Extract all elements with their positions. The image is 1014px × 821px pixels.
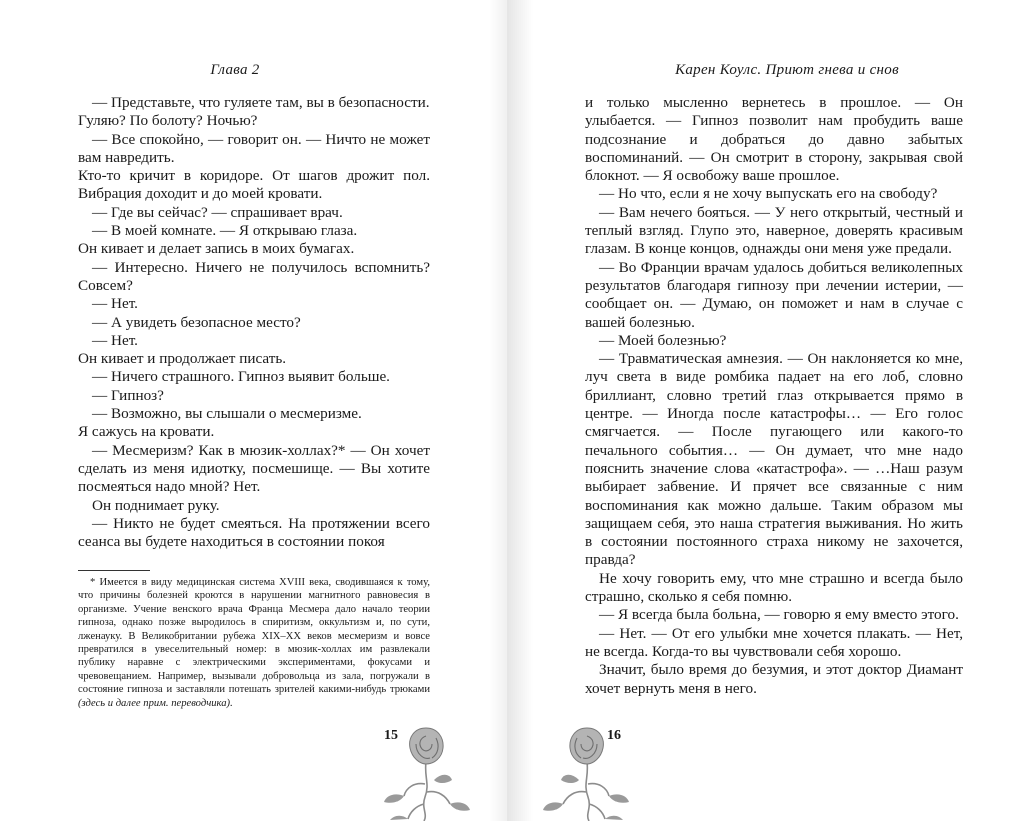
paragraph: — Все спокойно, — говорит он. — Ничто не может вам навредить. — [78, 130, 430, 166]
paragraph: — Но что, если я не хочу выпускать его на свободу? — [599, 185, 938, 203]
paragraph: — Гипноз? — [92, 386, 164, 404]
paragraph: — А увидеть безопасное место? — [92, 313, 301, 331]
paragraph: — Нет. — От его улыбки мне хочется плакать. — Нет, не всегда. Когда-то вы чувствовали себя хорошо. — [585, 624, 963, 660]
footnote-note: (здесь и далее прим. переводчика). — [78, 697, 233, 709]
paragraph: Он кивает и делает запись в моих бумагах. — [78, 240, 355, 258]
gutter-shadow — [507, 0, 533, 821]
paragraph: — Возможно, вы слышали о месмеризме. — [92, 405, 362, 423]
paragraph: Значит, было время до безумия, и этот доктор Диамант хочет вернуть меня в него. — [585, 661, 963, 697]
body-text — [585, 94, 963, 698]
paragraph: — Я всегда была больна, — говорю я ему вместо этого. — [599, 606, 959, 624]
paragraph: — Нет. — [92, 331, 138, 349]
page-number: 15 — [384, 728, 398, 743]
paragraph: Он кивает и продолжает писать. — [78, 350, 287, 368]
paragraph: — Во Франции врачам удалось добиться великолепных результатов благодаря гипнозу при лечении истерии, — сообщает он. — Думаю, он поможет и нам в случае с вашей болезнью. — [585, 258, 963, 331]
right-page — [507, 0, 1014, 821]
paragraph: Не хочу говорить ему, что мне страшно и всегда было страшно, сколько я себя помню. — [585, 569, 963, 606]
paragraph: Кто-то кричит в коридоре. От шагов дрожит пол. Вибрация доходит и до моей кровати. — [78, 167, 430, 203]
paragraph: Я сажусь на кровати. — [78, 423, 215, 441]
paragraph: Гуляю? По болоту? Ночью? — [78, 112, 258, 130]
paragraph: — В моей комнате. — Я открываю глаза. — [92, 222, 358, 240]
running-head: Карен Коулс. Приют гнева и снов — [675, 62, 899, 78]
paragraph: — Представьте, что гуляете там, вы в безопасности. — [92, 94, 430, 111]
paragraph: — Ничего страшного. Гипноз выявит больше. — [92, 368, 390, 386]
paragraph: Он поднимает руку. — [92, 496, 220, 514]
paragraph: — Интересно. Ничего не получилось вспомнить? Совсем? — [78, 258, 430, 294]
footnote — [78, 576, 430, 710]
paragraph: и только мысленно вернетесь в прошлое. — Он улыбается. — Гипноз позволит нам пробудить ваше подсознание и добраться до давно забытых воспоминаний. — Он смотрит в сторону, закрывая свой блокнот. — Я освобожу ваше прошлое. — [585, 94, 963, 185]
paragraph: — Травматическая амнезия. — Он наклоняется ко мне, луч света в виде ромбика падает на его лоб, словно бриллиант, словно третий глаз открывается прямо в центре. — Иногда после катастрофы… — Его голос смягчается. — После пугающего или какого-то печального события… — Он думает, что мне надо пояснить значение слова «катастрофа». — …Наш разум выбирает забвение. И прячет все связанные с ним воспоминания как можно дальше. Таким образом мы защищаем себя, это наша стратегия выживания. Но жить в состоянии постоянного страха никому не захочется, правда? — [585, 350, 963, 569]
running-head: Глава 2 — [210, 62, 260, 78]
paragraph: — Моей болезнью? — [599, 331, 727, 349]
paragraph: — Месмеризм? Как в мюзик-холлах?* — Он хочет сделать из меня идиотку, посмешище. — Вы хотите посмеяться надо мной? Нет. — [78, 441, 430, 496]
paragraph: — Нет. — [92, 295, 138, 313]
paragraph: — Где вы сейчас? — спрашивает врач. — [92, 203, 343, 221]
footnote-rule — [78, 570, 150, 571]
footnote-text: * Имеется в виду медицинская система XVIII века, сводившаяся к тому, что причины болезней кроются в нарушении магнитного равновесия в организме. Учение венского врача Франца Месмера дало начало теории гипноза, однако позже выродилось в спиритизм, оккультизм и, по сути, лженауку. В Великобритании рубежа XIX–XX веков месмеризм и вовсе превратился в увеселительный номер: в мюзик-холлах им развлекали публику наравне с электрическими экспериментами, фокусами и чревовещанием. Например, вызывали добровольца из зала, погружали в состояние гипноза и заставляли потешать зрителей какими-нибудь трюками — [78, 577, 430, 696]
gutter-shadow — [489, 0, 507, 821]
page-number: 16 — [607, 728, 621, 743]
paragraph: — Никто не будет смеяться. На протяжении всего сеанса вы будете находиться в состоянии покоя — [78, 514, 430, 551]
paragraph: — Вам нечего бояться. — У него открытый, честный и теплый взгляд. Глупо это, наверное, доверять красивым глазам. В конце концов, однажды они меня уже предали. — [585, 203, 963, 258]
body-text — [78, 94, 430, 551]
